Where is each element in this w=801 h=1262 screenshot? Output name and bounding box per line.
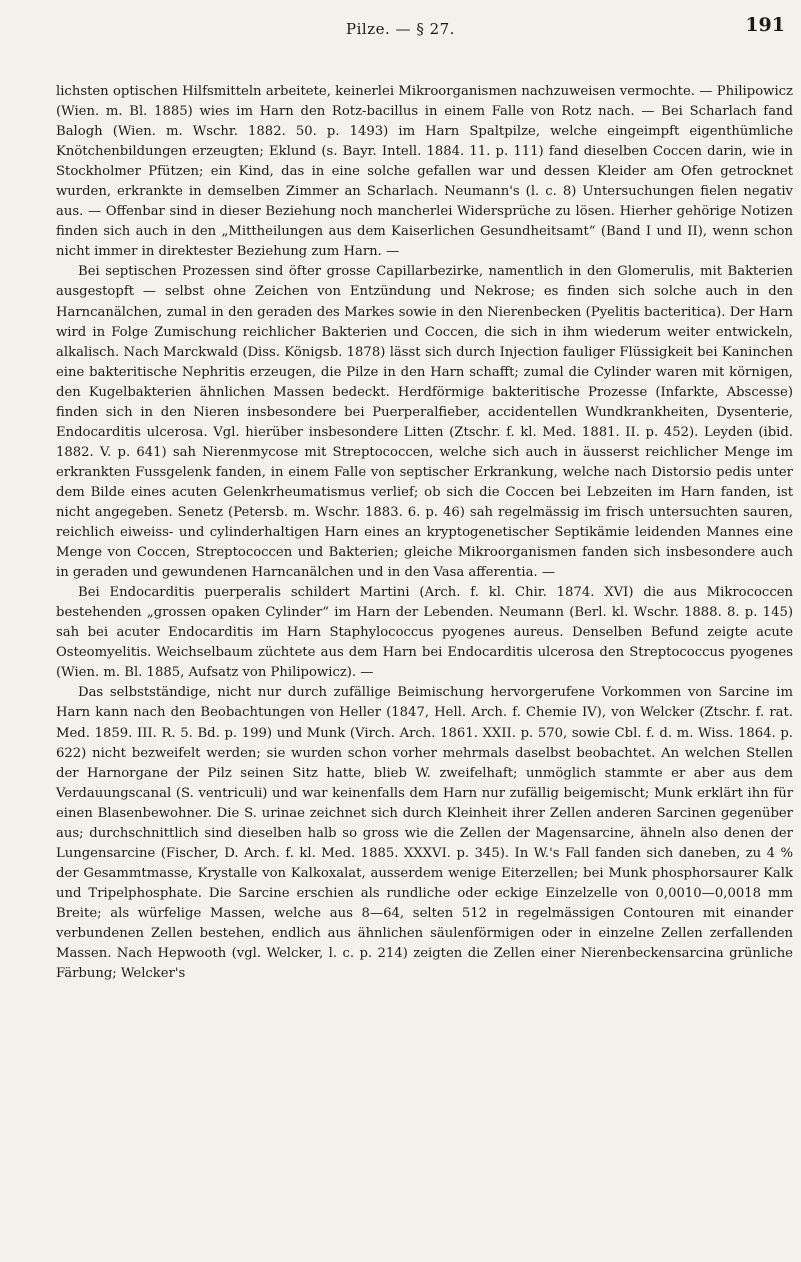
paragraph: Bei Endocarditis puerperalis schildert Martini (Arch. f. kl. Chir. 1874. XVI) die aus Mikrococcen bestehenden „grossen opaken Cylinder“ im Harn der Lebenden. Neumann (Berl. kl. Wschr. 1888. 8. p. 145) sah bei acuter Endocarditis im Harn Staphylococcus pyogenes aureus. Denselben Befund zeigte acute Osteomyelitis. Weichselbaum züchtete aus dem Harn bei Endocarditis ulcerosa den Streptococcus pyogenes (Wien. m. Bl. 1885, Aufsatz von Philipowicz). — [56, 585, 793, 681]
paragraph: Bei septischen Prozessen sind öfter grosse Capillarbezirke, namentlich in den Glomerulis, mit Bakterien ausgestopft — selbst ohne Zeichen von Entzündung und Nekrose; es finden sich solche auch in den Harncanälchen, zumal in den geraden des Markes sowie in den Nierenbecken (Pyelitis bacteritica). Der Harn wird in Folge Zumischung reichlicher Bakterien und Coccen, die sich in ihm wiederum weiter entwickeln, alkalisch. Nach Marckwald (Diss. Königsb. 1878) lässt sich durch Injection fauliger Flüssigkeit bei Kaninchen eine bakteritische Nephritis erzeugen, die Pilze in den Harn schafft; zumal die Cylinder waren mit körnigen, den Kugelbakterien ähnlichen Massen bedeckt. Herdförmige bakteritische Prozesse (Infarkte, Abscesse) finden sich in den Nieren insbesondere bei Puerperalfieber, accidentellen Wundkrankheiten, Dysenterie, Endocarditis ulcerosa. Vgl. hierüber insbesondere Litten (Ztschr. f. kl. Med. 1881. II. p. 452). Leyden (ibid. 1882. V. p. 641) sah Nierenmycose mit Streptococcen, welche sich auch in äusserst reichlicher Menge im erkrankten Fussgelenk fanden, in einem Falle von septischer Erkrankung, welche nach Distorsio pedis unter dem Bilde eines acuten Gelenkrheumatismus verlief; ob sich die Coccen bei Lebzeiten im Harn fanden, ist nicht angegeben. Senetz (Petersb. m. Wschr. 1883. 6. p. 46) sah regelmässig im frisch untersuchten sauren, reichlich eiweiss- und cylinderhaltigen Harn eines an kryptogenetischer Septikämie leidenden Mannes eine Menge von Coccen, Streptococcen und Bakterien; gleiche Mikroorganismen fanden sich insbesondere auch in geraden und gewundenen Harncanälchen und in den Vasa afferentia. — [56, 264, 793, 581]
running-head [0, 14, 801, 44]
paragraph: Das selbstständige, nicht nur durch zufällige Beimischung hervorgerufene Vorkommen von Sarcine im Harn kann nach den Beobachtungen von Heller (1847, Hell. Arch. f. Chemie IV), von Welcker (Ztschr. f. rat. Med. 1859. III. R. 5. Bd. p. 199) und Munk (Virch. Arch. 1861. XXII. p. 570, sowie Cbl. f. d. m. Wiss. 1864. p. 622) nicht bezweifelt werden; sie wurden schon vorher mehrmals daselbst beobachtet. An welchen Stellen der Harnorgane der Pilz seinen Sitz hatte, blieb W. zweifelhaft; unmöglich stammte er aber aus dem Verdauungscanal (S. ventriculi) und war keinenfalls dem Harn nur zufällig beigemischt; Munk erklärt ihn für einen Blasenbewohner. Die S. urinae zeichnet sich durch Kleinheit ihrer Zellen anderen Sarcinen gegenüber aus; durchschnittlich sind dieselben halb so gross wie die Zellen der Magensarcine, ähneln also denen der Lungensarcine (Fischer, D. Arch. f. kl. Med. 1885. XXXVI. p. 345). In W.'s Fall fanden sich daneben, zu 4 % der Gesammtmasse, Krystalle von Kalkoxalat, ausserdem wenige Eiterzellen; bei Munk phosphorsaurer Kalk und Tripelphosphate. Die Sarcine erschien als rundliche oder eckige Einzelzelle von 0,0010—0,0018 mm Breite; als würfelige Massen, welche aus 8—64, selten 512 in regelmässigen Contouren mit einander verbundenen Zellen bestehen, endlich aus ähnlichen säulenförmigen oder in einzelne Zellen zerfallenden Massen. Nach Hepwooth (vgl. Welcker, l. c. p. 214) zeigten die Zellen einer Nierenbeckensarcina grünliche Färbung; Welcker's [56, 685, 793, 982]
paragraph: lichsten optischen Hilfsmitteln arbeitete, keinerlei Mikroorganismen nachzuweisen vermochte. — Philipowicz (Wien. m. Bl. 1885) wies im Harn den Rotz-bacillus in einem Falle von Rotz nach. — Bei Scharlach fand Balogh (Wien. m. Wschr. 1882. 50. p. 1493) im Harn Spaltpilze, welche eingeimpft eigenthümliche Knötchenbildungen erzeugten; Eklund (s. Bayr. Intell. 1884. 11. p. 111) fand dieselben Coccen darin, wie in Stockholmer Pfützen; ein Kind, das in eine solche gefallen war und dessen Kleider am Ofen getrocknet wurden, erkrankte in demselben Zimmer an Scharlach. Neumann's (l. c. 8) Untersuchungen fielen negativ aus. — Offenbar sind in dieser Beziehung noch mancherlei Widersprüche zu lösen. Hierher gehörige Notizen finden sich auch in den „Mittheilungen aus dem Kaiserlichen Gesundheitsamt“ (Band I und II), wenn schon nicht immer in direktester Beziehung zum Harn. — [56, 84, 793, 260]
page-number: 191 [745, 14, 785, 36]
body-text [56, 82, 793, 984]
running-title: Pilze. — § 27. [346, 20, 455, 38]
